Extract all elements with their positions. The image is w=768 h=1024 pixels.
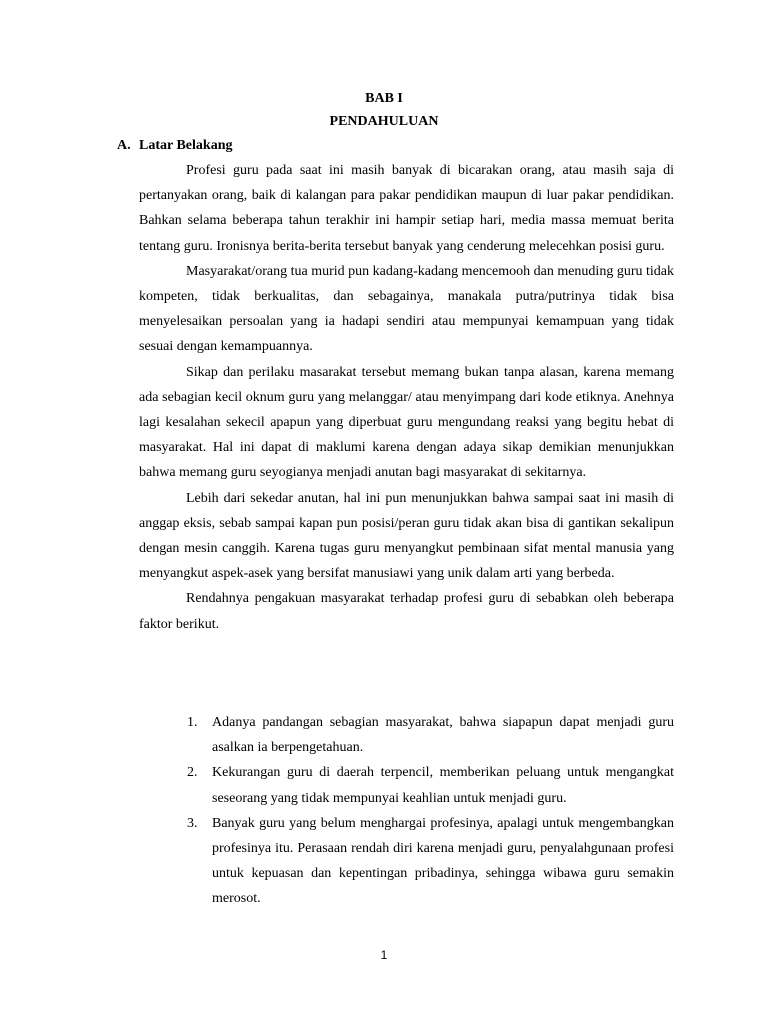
body-text <box>139 158 674 637</box>
list-item <box>187 710 674 760</box>
numbered-list <box>187 710 674 912</box>
paragraph: Profesi guru pada saat ini masih banyak di bicarakan orang, atau masih saja di pertanyakan orang, baik di kalangan para pakar pendidikan maupun di luar pakar pendidikan. Bahkan selama beberapa tahun terakhir ini hampir setiap hari, media massa memuat berita tentang guru. Ironisnya berita-berita tersebut banyak yang cenderung melecehkan posisi guru. <box>139 163 674 254</box>
list-item-text: Adanya pandangan sebagian masyarakat, bahwa siapapun dapat menjadi guru asalkan ia berpengetahuan. <box>212 715 674 756</box>
list-item <box>187 811 674 912</box>
list-number: 2. <box>187 765 198 781</box>
chapter-title: PENDAHULUAN <box>329 114 439 129</box>
section-marker: A. <box>117 138 131 153</box>
list-number: 3. <box>187 815 198 831</box>
list-item-text: Kekurangan guru di daerah terpencil, memberikan peluang untuk mengangkat seseorang yang tidak mempunyai keahlian untuk menjadi guru. <box>212 765 674 806</box>
paragraph: Lebih dari sekedar anutan, hal ini pun menunjukkan bahwa sampai saat ini masih di anggap eksis, sebab sampai kapan pun posisi/peran guru tidak akan bisa di gantikan sekalipun dengan mesin canggih. Karena tugas guru menyangkut pembinaan sifat mental manusia yang menyangkut aspek-asek yang bersifat manusiawi yang unik dalam arti yang berbeda. <box>139 490 674 582</box>
paragraph: Sikap dan perilaku masarakat tersebut memang bukan tanpa alasan, karena memang ada sebagian kecil oknum guru yang melanggar/ atau menyimpang dari kode etiknya. Anehnya lagi kesalahan sekecil apapun yang diperbuat guru mengundang reaksi yang begitu hebat di masyarakat. Hal ini dapat di maklumi karena dengan adaya sikap demikian menunjukkan bahwa memang guru seyogianya menjadi anutan bagi masyarakat di sekitarnya. <box>139 364 674 481</box>
list-number: 1. <box>187 715 198 730</box>
section-title: Latar Belakang <box>139 138 233 153</box>
page-number: 1 <box>380 948 388 962</box>
paragraph: Rendahnya pengakuan masyarakat terhadap profesi guru di sebabkan oleh beberapa faktor berikut. <box>139 591 674 632</box>
paragraph: Masyarakat/orang tua murid pun kadang-kadang mencemooh dan menuding guru tidak kompeten, tidak berkualitas, dan sebagainya, manakala putra/putrinya tidak bisa menyelesaikan persoalan yang ia hadapi sendiri atau mempunyai kemampuan yang tidak sesuai dengan kemampuannya. <box>139 263 674 355</box>
list-item-text: Banyak guru yang belum menghargai profesinya, apalagi untuk mengembangkan profesinya itu. Perasaan rendah diri karena menjadi guru, penyalahgunaan profesi untuk kepuasan dan kepentingan pribadinya, sehingga wibawa guru semakin merosot. <box>212 815 674 907</box>
list-item <box>187 760 674 810</box>
section-heading <box>117 136 232 156</box>
chapter-label: BAB I <box>365 91 403 106</box>
